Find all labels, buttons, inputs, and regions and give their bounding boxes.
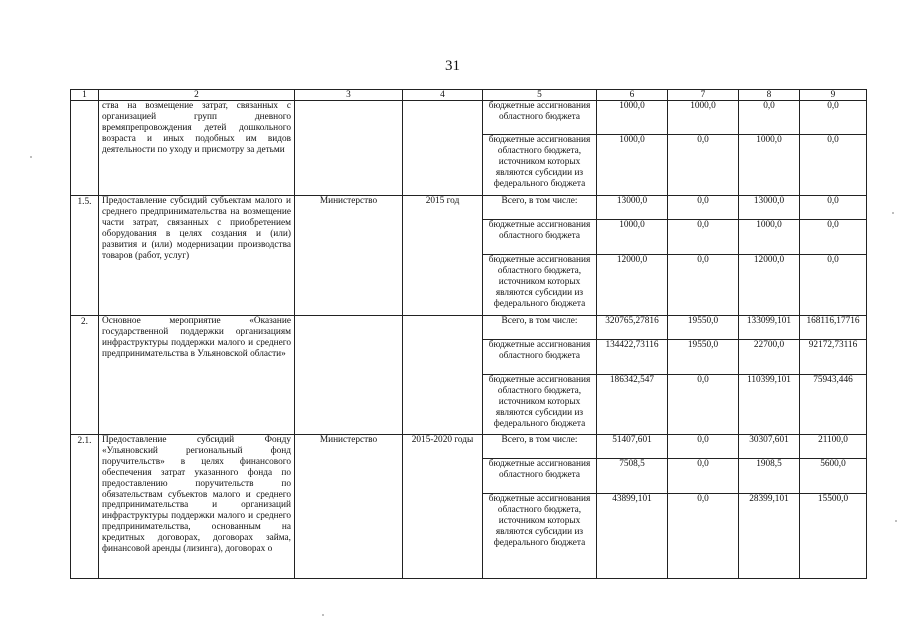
col-header-2: 2	[99, 90, 295, 101]
funding-source: бюджетные ассигнования областного бюджета, источником которых являются субсидии из федерального бюджета	[483, 255, 597, 316]
funding-source: бюджетные ассигнования областного бюджета	[483, 220, 597, 255]
years	[403, 101, 483, 196]
value-col6: 51407,601	[597, 435, 668, 459]
table-row	[71, 101, 867, 135]
executor: Министерство	[295, 435, 403, 579]
value-col7: 19550,0	[668, 316, 739, 340]
value-col8: 13000,0	[739, 196, 800, 220]
funding-source: Всего, в том числе:	[483, 196, 597, 220]
value-col7: 19550,0	[668, 340, 739, 375]
table-row	[71, 196, 867, 220]
value-col9: 21100,0	[800, 435, 867, 459]
value-col9: 75943,446	[800, 375, 867, 435]
header-row	[71, 90, 867, 101]
years: 2015 год	[403, 196, 483, 316]
executor	[295, 316, 403, 435]
value-col7: 0,0	[668, 435, 739, 459]
col-header-5: 5	[483, 90, 597, 101]
table-row	[71, 435, 867, 459]
value-col9: 5600,0	[800, 459, 867, 494]
value-col8: 1908,5	[739, 459, 800, 494]
measure-text: Предоставление субсидий субъектам малого и среднего предпринимательства на возмещение части затрат, связанных с приобретением оборудования в целях создания и (или) развития и (или) модернизации производства товаров (работ, услуг)	[99, 196, 295, 316]
executor: Министерство	[295, 196, 403, 316]
funding-source: Всего, в том числе:	[483, 435, 597, 459]
funding-source: бюджетные ассигнования областного бюджета, источником которых являются субсидии из федерального бюджета	[483, 494, 597, 579]
funding-source: бюджетные ассигнования областного бюджета	[483, 101, 597, 135]
value-col8: 12000,0	[739, 255, 800, 316]
value-col7: 0,0	[668, 375, 739, 435]
col-header-8: 8	[739, 90, 800, 101]
value-col9: 168116,17716	[800, 316, 867, 340]
value-col7: 0,0	[668, 196, 739, 220]
row-number: 2.	[71, 316, 99, 435]
value-col6: 134422,73116	[597, 340, 668, 375]
value-col8: 133099,101	[739, 316, 800, 340]
scan-speck	[895, 520, 897, 522]
value-col6: 12000,0	[597, 255, 668, 316]
value-col7: 0,0	[668, 220, 739, 255]
value-col9: 0,0	[800, 135, 867, 196]
value-col6: 43899,101	[597, 494, 668, 579]
value-col6: 1000,0	[597, 101, 668, 135]
scan-speck	[30, 156, 32, 158]
measure-text: Предоставление субсидий Фонду «Ульяновский региональный фонд поручительств» в целях финансового обеспечения затрат указанного фонда по предоставлению поручительств по обязательствам субъектов малого и среднего предпринимательства и организаций инфраструктуры поддержки малого и среднего предпринимательства, основанным на кредитных договорах, договорах займа, финансовой аренды (лизинга), договорах о	[99, 435, 295, 579]
scan-speck	[322, 614, 324, 616]
years: 2015-2020 годы	[403, 435, 483, 579]
funding-source: бюджетные ассигнования областного бюджета, источником которых являются субсидии из федерального бюджета	[483, 375, 597, 435]
budget-table	[70, 89, 867, 579]
value-col8: 110399,101	[739, 375, 800, 435]
measure-text: Основное мероприятие «Оказание государственной поддержки организациям инфраструктуры поддержки малого и среднего предпринимательства в Ульяновской области»	[99, 316, 295, 435]
row-number: 2.1.	[71, 435, 99, 579]
executor	[295, 101, 403, 196]
table-row	[71, 316, 867, 340]
col-header-1: 1	[71, 90, 99, 101]
value-col7: 1000,0	[668, 101, 739, 135]
value-col9: 0,0	[800, 255, 867, 316]
years	[403, 316, 483, 435]
col-header-6: 6	[597, 90, 668, 101]
row-number: 1.5.	[71, 196, 99, 316]
value-col9: 0,0	[800, 196, 867, 220]
value-col6: 13000,0	[597, 196, 668, 220]
value-col6: 1000,0	[597, 220, 668, 255]
row-number	[71, 101, 99, 196]
value-col7: 0,0	[668, 494, 739, 579]
col-header-4: 4	[403, 90, 483, 101]
col-header-3: 3	[295, 90, 403, 101]
value-col6: 186342,547	[597, 375, 668, 435]
funding-source: бюджетные ассигнования областного бюджета	[483, 459, 597, 494]
value-col9: 0,0	[800, 101, 867, 135]
value-col6: 320765,27816	[597, 316, 668, 340]
funding-source: бюджетные ассигнования областного бюджета, источником которых являются субсидии из федерального бюджета	[483, 135, 597, 196]
value-col7: 0,0	[668, 255, 739, 316]
value-col7: 0,0	[668, 135, 739, 196]
value-col8: 1000,0	[739, 220, 800, 255]
value-col6: 7508,5	[597, 459, 668, 494]
value-col9: 92172,73116	[800, 340, 867, 375]
value-col8: 30307,601	[739, 435, 800, 459]
value-col8: 0,0	[739, 101, 800, 135]
page-number: 31	[445, 58, 460, 74]
measure-text: ства на возмещение затрат, связанных с организацией групп дневного времяпрепровождения детей дошкольного возраста и иных подобных им видов деятельности по уходу и присмотру за детьми	[99, 101, 295, 196]
scan-speck	[892, 212, 894, 214]
value-col8: 22700,0	[739, 340, 800, 375]
funding-source: бюджетные ассигнования областного бюджета	[483, 340, 597, 375]
value-col8: 1000,0	[739, 135, 800, 196]
value-col9: 0,0	[800, 220, 867, 255]
col-header-7: 7	[668, 90, 739, 101]
value-col7: 0,0	[668, 459, 739, 494]
col-header-9: 9	[800, 90, 867, 101]
funding-source: Всего, в том числе:	[483, 316, 597, 340]
value-col8: 28399,101	[739, 494, 800, 579]
value-col6: 1000,0	[597, 135, 668, 196]
value-col9: 15500,0	[800, 494, 867, 579]
